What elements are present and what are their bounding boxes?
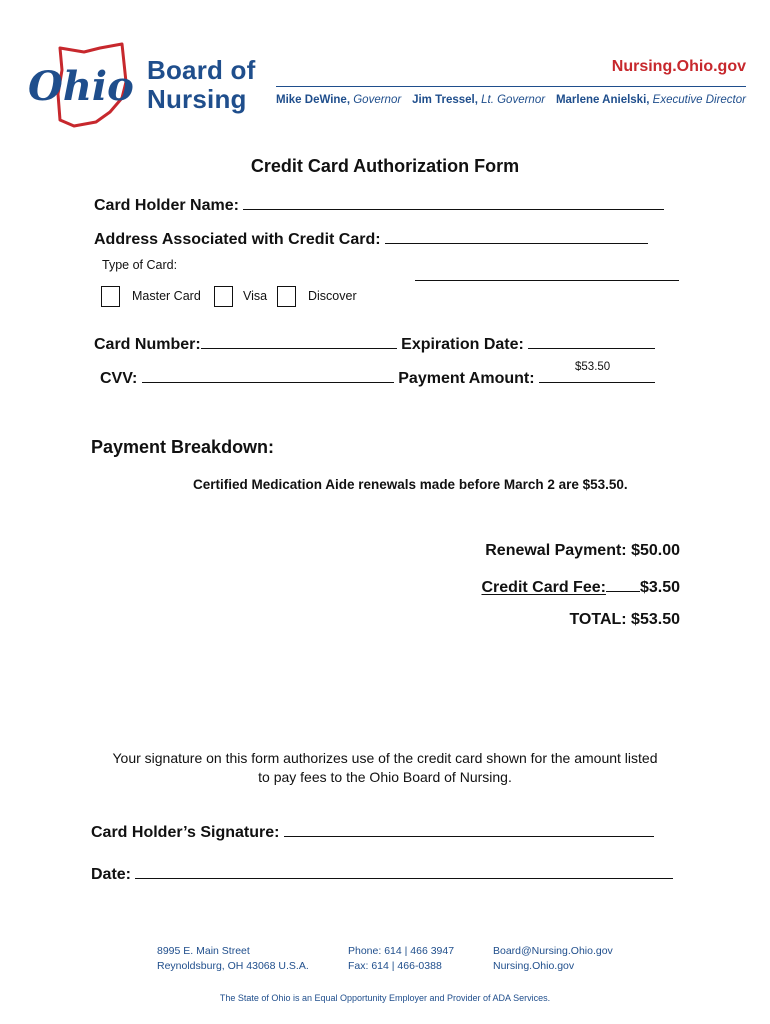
credit-card-fee-label: Credit Card Fee: xyxy=(481,579,606,596)
board-name-line2: Nursing xyxy=(147,84,247,114)
header-website-link[interactable]: Nursing.Ohio.gov xyxy=(611,58,746,75)
footer-contact xyxy=(348,944,454,974)
footer-phone: Phone: 614 | 466 3947 xyxy=(348,945,455,957)
footer-online xyxy=(493,944,613,974)
address-field-line1[interactable] xyxy=(385,229,648,244)
footer-address-line2: Reynoldsburg, OH 43068 U.S.A. xyxy=(157,960,309,972)
expiration-date-label: Expiration Date: xyxy=(401,336,524,353)
footer-fax: Fax: 614 | 466-0388 xyxy=(348,960,442,972)
renewal-payment-line: Renewal Payment: $50.00 xyxy=(485,542,680,559)
date-row xyxy=(91,864,673,884)
payment-amount-value: $53.50 xyxy=(575,361,611,373)
credit-card-fee-value: $3.50 xyxy=(639,579,680,596)
footer-web-link[interactable]: Nursing.Ohio.gov xyxy=(493,960,575,972)
visa-checkbox[interactable] xyxy=(214,286,233,307)
signature-label: Card Holder’s Signature: xyxy=(91,824,280,841)
officials-row xyxy=(276,94,746,106)
official-executive-director: Marlene Anielski, Executive Director xyxy=(555,94,746,106)
card-number-label: Card Number: xyxy=(94,336,201,353)
card-holder-name-field[interactable] xyxy=(243,195,664,210)
footer-email-link[interactable]: Board@Nursing.Ohio.gov xyxy=(493,945,613,957)
footer-eeo-statement: The State of Ohio is an Equal Opportunity Employer and Provider of ADA Services. xyxy=(219,993,551,1003)
address-label: Address Associated with Credit Card: xyxy=(94,231,381,248)
board-name-line1: Board of xyxy=(147,55,256,85)
authorization-text-line1: Your signature on this form authorizes use of the credit card shown for the amount listed xyxy=(112,750,658,766)
payment-breakdown-heading: Payment Breakdown: xyxy=(91,437,275,457)
address-field-line2[interactable] xyxy=(415,266,679,281)
discover-checkbox[interactable] xyxy=(277,286,296,307)
ohio-logo xyxy=(26,42,138,128)
ohio-state-outline-icon xyxy=(26,42,138,128)
expiration-date-field[interactable] xyxy=(528,334,655,349)
date-label: Date: xyxy=(91,866,132,883)
header-divider xyxy=(276,86,746,87)
date-field[interactable] xyxy=(135,864,673,879)
signature-row xyxy=(91,822,654,842)
official-lt-governor: Jim Tressel, Lt. Governor xyxy=(412,94,546,106)
payment-amount-label: Payment Amount: xyxy=(398,370,535,387)
payment-amount-field[interactable] xyxy=(539,361,655,383)
authorization-text xyxy=(80,749,690,787)
form-title: Credit Card Authorization Form xyxy=(250,156,520,176)
signature-field[interactable] xyxy=(284,822,654,837)
authorization-text-line2: to pay fees to the Ohio Board of Nursing. xyxy=(258,769,512,785)
type-of-card-label: Type of Card: xyxy=(102,258,178,272)
footer-address xyxy=(157,944,309,974)
discover-label: Discover xyxy=(308,289,357,303)
card-holder-name-label: Card Holder Name: xyxy=(94,197,239,214)
visa-label: Visa xyxy=(243,289,268,303)
ohio-script-text: Ohio xyxy=(28,63,134,110)
mastercard-checkbox[interactable] xyxy=(101,286,120,307)
cvv-row xyxy=(100,361,655,388)
total-line: TOTAL: $53.50 xyxy=(569,611,680,628)
footer-address-line1: 8995 E. Main Street xyxy=(157,945,250,957)
credit-card-fee-line xyxy=(380,577,680,597)
card-number-field[interactable] xyxy=(201,334,397,349)
payment-breakdown-description: Certified Medication Aide renewals made before March 2 are $53.50. xyxy=(193,477,628,492)
cvv-label: CVV: xyxy=(100,370,138,387)
card-number-row xyxy=(94,334,655,354)
official-governor: Mike DeWine, Governor xyxy=(276,94,402,106)
address-row xyxy=(94,229,648,249)
board-name xyxy=(147,56,255,114)
mastercard-label: Master Card xyxy=(132,289,201,303)
card-holder-name-row xyxy=(94,195,664,215)
cvv-field[interactable] xyxy=(142,368,394,383)
fee-underline-gap xyxy=(606,577,640,592)
